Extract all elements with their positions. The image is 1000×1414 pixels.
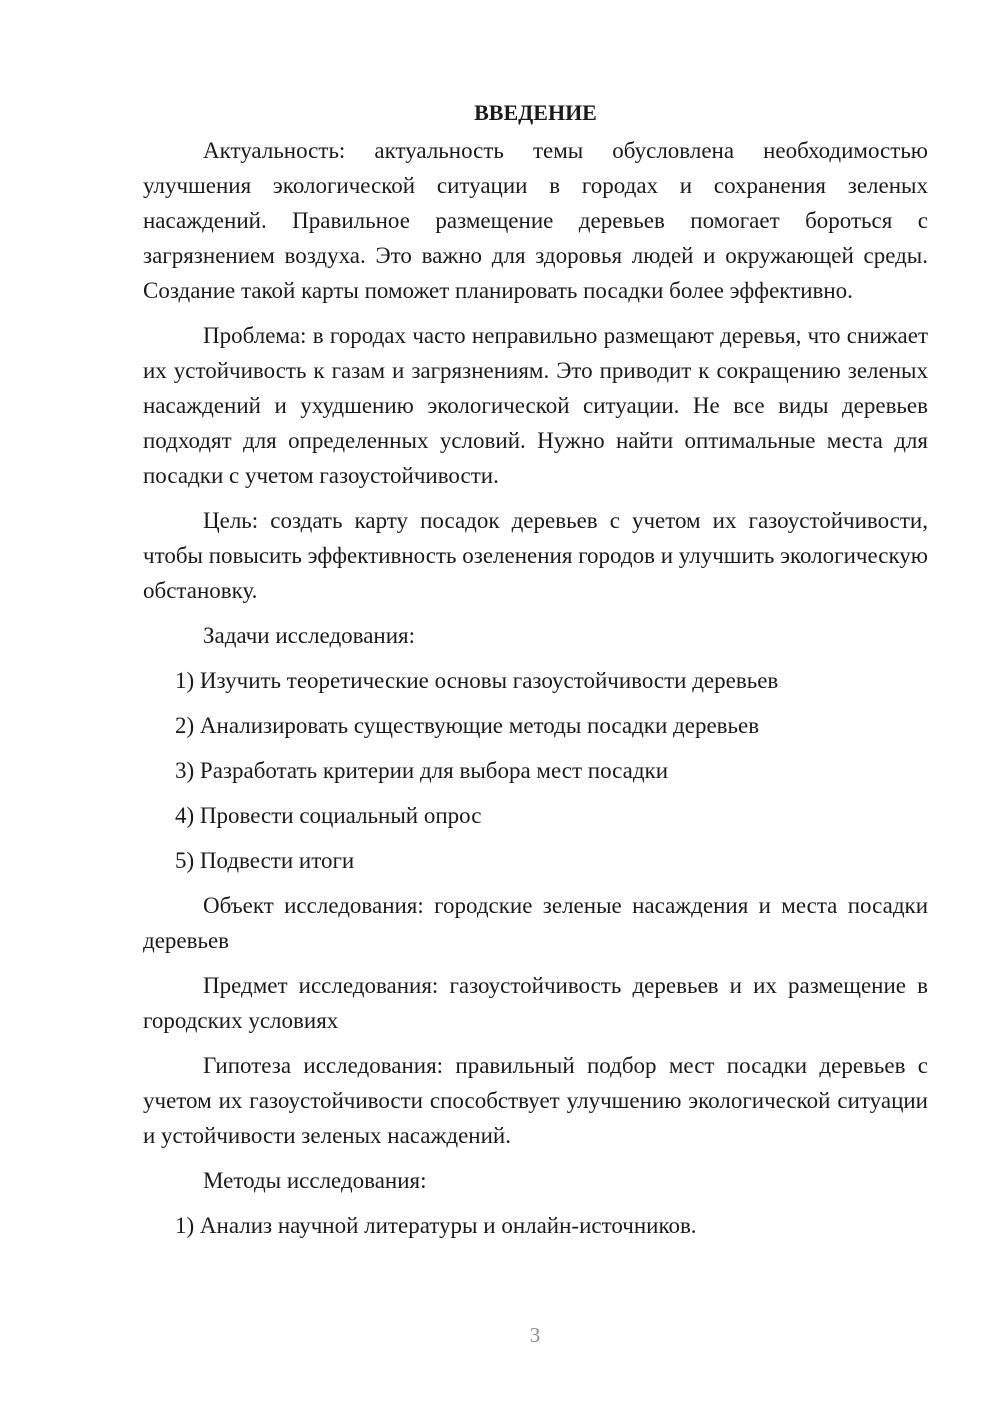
problem-paragraph: Проблема: в городах часто неправильно размещают деревья, что снижает их устойчивость к газам и загрязнениям. Это приводит к сокращению зеленых насаждений и ухудшению экологической ситуации. Не все виды деревьев подходят для определенных условий. Нужно найти оптимальные места для посадки с учетом газоустойчивости. [143,323,928,488]
tasks-list [143,663,928,878]
page-number: 3 [529,1323,541,1347]
tasks-heading: Задачи исследования: [203,623,416,648]
subject-paragraph: Предмет исследования: газоустойчивость деревьев и их размещение в городских условиях [143,973,928,1033]
goal-paragraph: Цель: создать карту посадок деревьев с учетом их газоустойчивости, чтобы повысить эффективность озеленения городов и улучшить экологическую обстановку. [143,508,928,603]
list-item: 3) Разработать критерии для выбора мест посадки [175,758,669,783]
list-item: 5) Подвести итоги [175,848,355,873]
list-item: 2) Анализировать существующие методы посадки деревьев [175,713,760,738]
methods-list [143,1208,928,1243]
object-paragraph: Объект исследования: городские зеленые насаждения и места посадки деревьев [143,893,928,953]
document-page [143,95,928,1253]
methods-heading: Методы исследования: [203,1168,427,1193]
list-item: 1) Анализ научной литературы и онлайн-источников. [175,1213,697,1238]
section-title: ВВЕДЕНИЕ [474,100,597,125]
relevance-paragraph: Актуальность: актуальность темы обусловлена необходимостью улучшения экологической ситуации в городах и сохранения зеленых насаждений. Правильное размещение деревьев помогает бороться с загрязнением воздуха. Это важно для здоровья людей и окружающей среды. Создание такой карты поможет планировать посадки более эффективно. [143,138,928,303]
list-item: 1) Изучить теоретические основы газоустойчивости деревьев [175,668,779,693]
list-item: 4) Провести социальный опрос [175,803,482,828]
hypothesis-paragraph: Гипотеза исследования: правильный подбор мест посадки деревьев с учетом их газоустойчивости способствует улучшению экологической ситуации и устойчивости зеленых насаждений. [143,1053,928,1148]
